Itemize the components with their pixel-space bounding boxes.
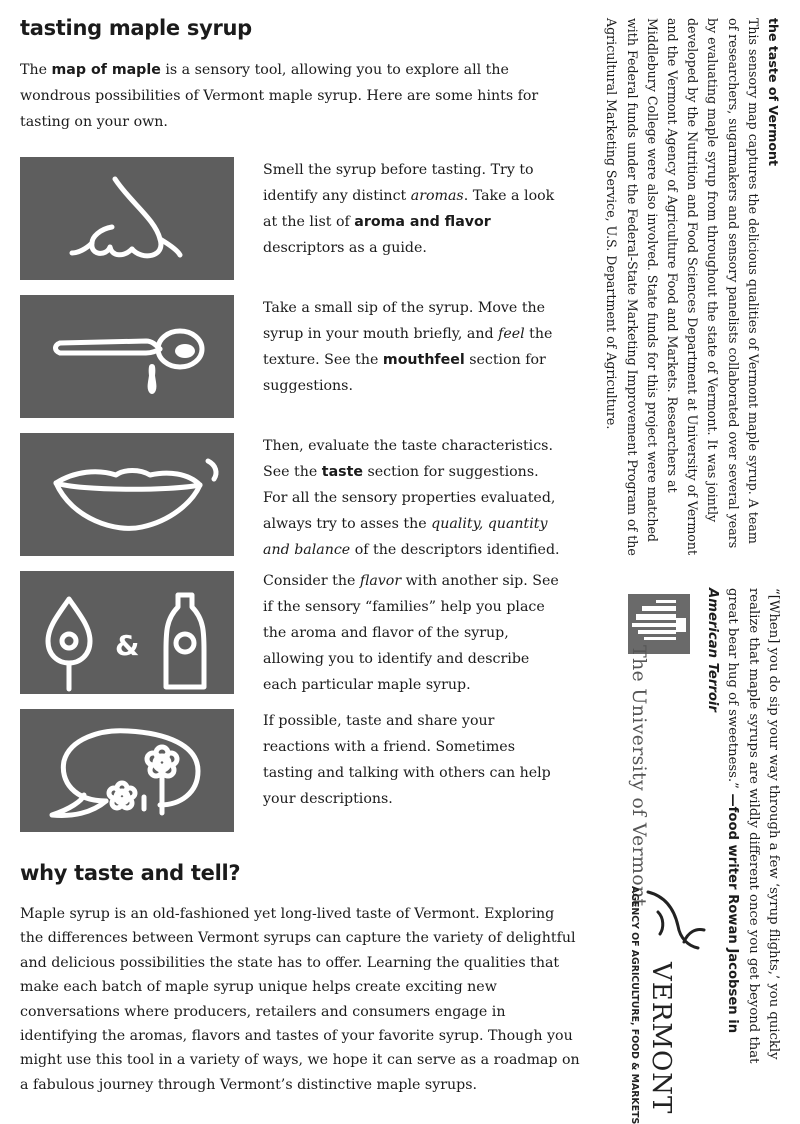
- why-paragraph: Maple syrup is an old-fashioned yet long-lived taste of Vermont. Exploring the differences between Vermont syrups can capture the variety of delightful and delicious possibilities the state has to offer. Learning the qualities that make each batch of maple syrup unique helps create exciting new conversations where producers, retailers and consumers engage in identifying the aromas, flavors and tastes of your favorite syrup. Though you might use this tool in a variety of ways, we hope it can serve as a roadmap on a fabulous journey through Vermont’s distinctive maple syrups.: [20, 906, 580, 1093]
- taste-of-vermont-block: [601, 18, 783, 558]
- nose-tile: [20, 157, 234, 280]
- drop-bottle-tile: [20, 571, 234, 694]
- section-title-why: why taste and tell?: [20, 861, 241, 885]
- step-3-text: Then, evaluate the taste characteristics. See the taste section for suggestions. For all the sensory properties evaluated, always try to asses the quality, quantity and balance of the descriptors identified.: [263, 438, 560, 558]
- taste-of-vermont-body: This sensory map captures the delicious qualities of Vermont maple syrup. A team of researchers, sugarmakers and sensory panelists collaborated over several years by evaluating maple syrup from throughout the state of Vermont. It was jointly developed by the Nutrition and Food Sciences Department at University of Vermont and the Vermont Agency of Agriculture Food and Markets. Researchers at Middlebury College were also involved. State funds for this project were matched with Federal funds under the Federal-State Marketing Improvement Program of the Agricultural Marketing Service, U.S. Department of Agriculture.: [604, 18, 761, 556]
- ampersand: &: [115, 629, 140, 662]
- step-2-text: Take a small sip of the syrup. Move the syrup in your mouth briefly, and feel the texture. See the mouthfeel section for suggestions.: [263, 300, 553, 394]
- step-4-text: Consider the flavor with another sip. See if the sensory “families” help you place the aroma and flavor of the syrup, allowing you to identify and describe each particular maple syrup.: [263, 573, 559, 693]
- taste-of-vermont-title: the taste of Vermont: [766, 18, 781, 166]
- uvm-wordmark: The University of Vermont: [628, 645, 650, 907]
- page-title: tasting maple syrup: [20, 16, 252, 40]
- spoon-tile: [20, 295, 234, 418]
- quote-block: “[When] you do sip your way through a few ‘syrup flights,’ you quickly realize that maple syrups are wildly different once you get beyond that great bear hug of sweetness.” —food writer Rowan Jacobsen in American Terroir: [704, 588, 781, 1064]
- speech-bubble-flowers-icon: [20, 709, 234, 832]
- lips-icon: [20, 433, 234, 556]
- step-1-text: Smell the syrup before tasting. Try to identify any distinct aromas. Take a look at the list of aroma and flavor descriptors as a guide.: [263, 162, 555, 256]
- vermont-wordmark: VERMONT: [646, 962, 676, 1115]
- step-5-text: If possible, taste and share your reactions with a friend. Sometimes tasting and talking with others can help your descriptions.: [263, 713, 551, 807]
- agency-name: AGENCY OF AGRICULTURE, FOOD & MARKETS: [629, 886, 640, 1124]
- spoon-icon: [20, 295, 234, 418]
- nose-icon: [20, 157, 234, 280]
- bird-mark-icon: [634, 882, 710, 962]
- speech-bubble-tile: [20, 709, 234, 832]
- intro-paragraph: The map of maple is a sensory tool, allowing you to explore all the wondrous possibilities of Vermont maple syrup. Here are some hints for tasting on your own.: [20, 62, 539, 130]
- lips-tile: [20, 433, 234, 556]
